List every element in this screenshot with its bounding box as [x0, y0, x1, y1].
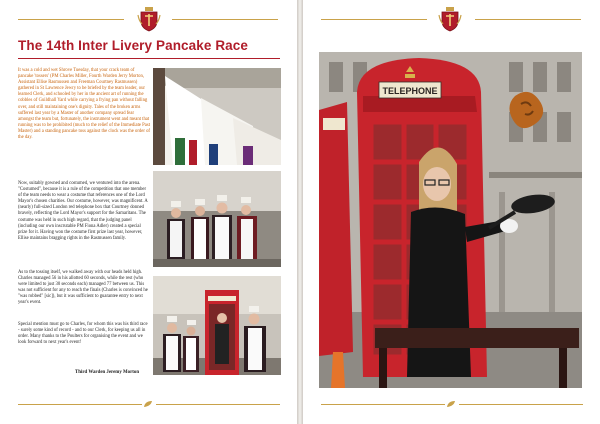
- banners-photo: [153, 68, 281, 165]
- paragraph-thanks: Special mention must go to Charles, for whom this was his third race - surely some kind of record - and to our Clerk, for keeping us all in order. Many thanks to the Poulters for organising the event and we look forward to next year's event!: [18, 322, 148, 346]
- crest-icon: [136, 6, 162, 32]
- signature: Third Warden Jeremy Morton: [75, 370, 140, 375]
- article-title: The 14th Inter Livery Pancake Race: [18, 38, 249, 53]
- crest-icon: [437, 6, 463, 32]
- paragraph-costume: Now, suitably gowned and costumed, we ventured into the arena. "Costumed", because it is a rule of the competition that one member of the team needs to wear a costume that references one of the Lord Mayor's chosen charities. Our costume, however, was magnificent. A (nearly) full-sized London red telephone box that Courtney donned bravely, reflecting the Lord Mayor's support for the Samaritans. The costume was held in such high regard, that the judging panel (including our own inscrutable PM Fiona Adler) created a special prize for it. Having won the costume first prize last year, however, Ellise maintains bragging rights in the Rasmussen family.: [18, 181, 148, 241]
- right-page: [303, 0, 600, 424]
- footer-rule-right: [156, 404, 280, 405]
- left-page: [0, 0, 297, 424]
- telephone-box-costume-photo: [319, 52, 582, 388]
- leaf-ornament-icon: [143, 400, 153, 408]
- group-with-phone-box-photo: [153, 276, 281, 375]
- header-rule-right: [475, 19, 581, 20]
- footer-rule-left: [18, 404, 142, 405]
- paragraph-tossing: As to the tossing itself, we walked away with our heads held high. Charles managed 56 in his allotted 60 seconds, while the rest (who were limited to just 30 seconds each) managed 77 between us. This was not sufficient for any to reach the finals (Charles is convinced he "was robbed" [sic]), but it was sufficient to guarantee entry to next year's event.: [18, 270, 148, 306]
- footer-rule-left: [321, 404, 445, 405]
- leaf-ornament-icon: [446, 400, 456, 408]
- header-rule-left: [18, 19, 124, 20]
- header-rule-right: [172, 19, 278, 20]
- intro-paragraph: It was a cold and wet Shrove Tuesday, that your crack team of pancake 'tossers' (PM Charles Miller, Fourth Warden Jerry Morton, Assistant Ellise Rasmussen and Freeman Courtney Rasmussen) gathered in St Lawrence Jewry to be briefed by the team leader, our learned Clerk, and schooled by her in the ancient art of running the cobbles of Guildhall Yard while carrying a frying pan without falling over, and still maintaining one's dignity. Tales of the broken arms suffered last year by a Master of another company spread fear amongst the team but, fortunately, the instrument went and meant that running was to be prohibited (much to the relief of the Immediate Past Master) and a standing pancake toss against the clock was the order of the day.: [18, 68, 150, 141]
- phone-box-sign: TELEPHONE: [382, 86, 438, 96]
- footer-rule-right: [459, 404, 583, 405]
- header-rule-left: [321, 19, 427, 20]
- title-rule: [18, 58, 280, 59]
- team-photo: [153, 171, 281, 267]
